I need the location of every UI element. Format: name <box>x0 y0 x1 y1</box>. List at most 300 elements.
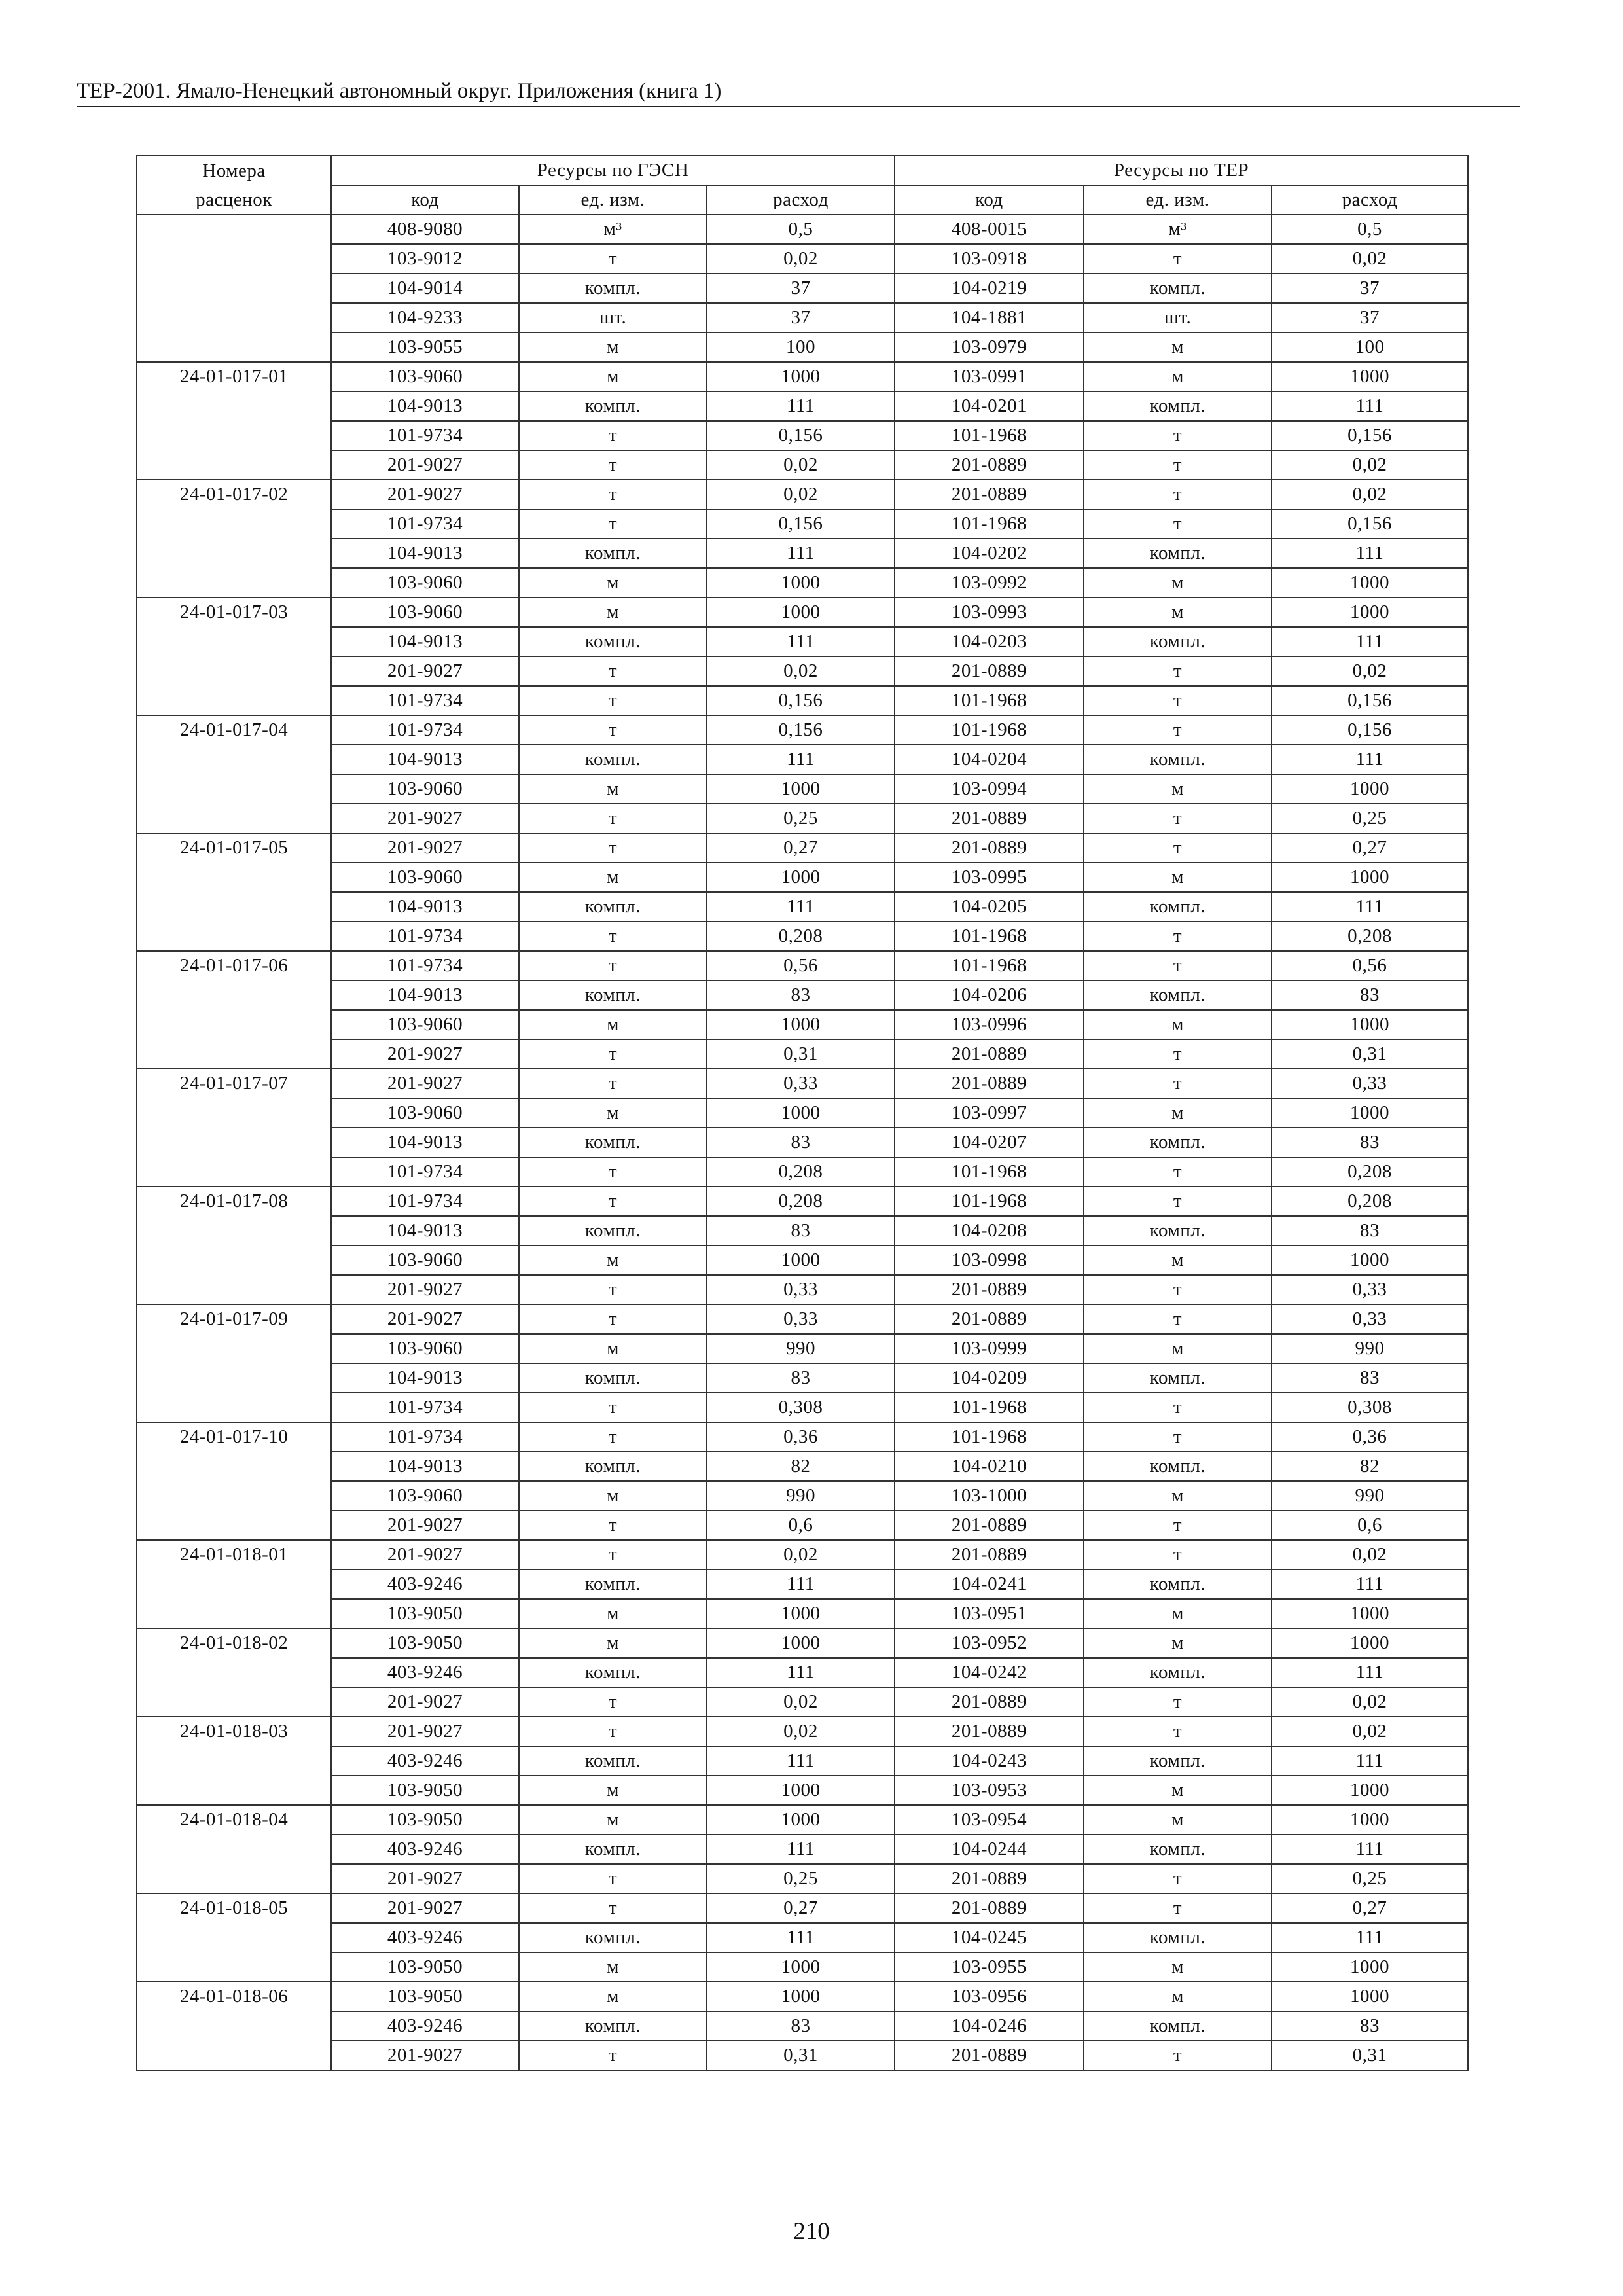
gesn-code-cell: 103-9050 <box>331 1982 519 2011</box>
gesn-unit-cell: т <box>519 1540 707 1570</box>
table-row <box>137 332 1468 362</box>
rate-number-cell: 24-01-018-04 <box>137 1805 331 1893</box>
gesn-code-cell: 201-9027 <box>331 1039 519 1069</box>
gesn-consumption-cell: 0,25 <box>707 1864 895 1893</box>
ter-code-cell: 103-0995 <box>895 863 1084 892</box>
table-row <box>137 1982 1468 2011</box>
ter-unit-cell: компл. <box>1084 745 1272 774</box>
gesn-code-cell: 103-9050 <box>331 1628 519 1658</box>
table-row <box>137 1010 1468 1039</box>
gesn-code-cell: 101-9734 <box>331 509 519 539</box>
gesn-consumption-cell: 1000 <box>707 1098 895 1128</box>
gesn-consumption-cell: 0,02 <box>707 656 895 686</box>
rate-number-cell: 24-01-017-01 <box>137 362 331 480</box>
gesn-consumption-cell: 1000 <box>707 1010 895 1039</box>
gesn-code-cell: 101-9734 <box>331 1187 519 1216</box>
ter-unit-cell: м <box>1084 1952 1272 1982</box>
table-row <box>137 833 1468 863</box>
table-row <box>137 1393 1468 1422</box>
gesn-consumption-cell: 1000 <box>707 1952 895 1982</box>
rate-number-cell: 24-01-017-08 <box>137 1187 331 1304</box>
gesn-consumption-cell: 0,156 <box>707 421 895 450</box>
gesn-consumption-cell: 1000 <box>707 1776 895 1805</box>
ter-consumption-cell: 111 <box>1272 1658 1468 1687</box>
ter-code-cell: 103-0951 <box>895 1599 1084 1628</box>
gesn-consumption-cell: 1000 <box>707 1628 895 1658</box>
ter-unit-cell: м <box>1084 1481 1272 1511</box>
gesn-consumption-cell: 111 <box>707 627 895 656</box>
rate-number-header <box>137 156 331 215</box>
rate-number-header-line2: расценок <box>196 189 272 210</box>
rate-number-cell: 24-01-017-03 <box>137 598 331 715</box>
gesn-unit-cell: т <box>519 1393 707 1422</box>
table-row <box>137 1746 1468 1776</box>
gesn-unit-cell: т <box>519 1304 707 1334</box>
ter-code-cell: 103-0998 <box>895 1246 1084 1275</box>
gesn-consumption-cell: 111 <box>707 745 895 774</box>
ter-unit-cell: компл. <box>1084 1452 1272 1481</box>
ter-unit-cell: т <box>1084 1039 1272 1069</box>
gesn-unit-cell: м <box>519 774 707 804</box>
ter-unit-cell: т <box>1084 1717 1272 1746</box>
ter-unit-cell: м <box>1084 598 1272 627</box>
gesn-code-cell: 103-9060 <box>331 1334 519 1363</box>
ter-consumption-cell: 82 <box>1272 1452 1468 1481</box>
ter-consumption-cell: 1000 <box>1272 1952 1468 1982</box>
ter-unit-cell: компл. <box>1084 1128 1272 1157</box>
gesn-code-cell: 201-9027 <box>331 833 519 863</box>
table-row <box>137 1540 1468 1570</box>
ter-unit-cell: т <box>1084 686 1272 715</box>
gesn-unit-cell: компл. <box>519 1746 707 1776</box>
ter-unit-cell: т <box>1084 1393 1272 1422</box>
gesn-consumption-cell: 1000 <box>707 863 895 892</box>
ter-consumption-cell: 0,5 <box>1272 215 1468 244</box>
ter-code-cell: 201-0889 <box>895 450 1084 480</box>
ter-consumption-cell: 0,6 <box>1272 1511 1468 1540</box>
gesn-code-cell: 403-9246 <box>331 1835 519 1864</box>
ter-consumption-cell: 111 <box>1272 745 1468 774</box>
gesn-unit-cell: м <box>519 1628 707 1658</box>
ter-consumption-cell: 0,02 <box>1272 480 1468 509</box>
rate-number-cell: 24-01-018-06 <box>137 1982 331 2070</box>
ter-code-cell: 101-1968 <box>895 1157 1084 1187</box>
table-row <box>137 1776 1468 1805</box>
table-row <box>137 391 1468 421</box>
gesn-code-cell: 201-9027 <box>331 2041 519 2070</box>
gesn-consumption-cell: 1000 <box>707 1805 895 1835</box>
ter-consumption-cell: 0,156 <box>1272 421 1468 450</box>
ter-unit-cell: компл. <box>1084 1216 1272 1246</box>
ter-code-cell: 104-0245 <box>895 1923 1084 1952</box>
gesn-unit-cell: компл. <box>519 1452 707 1481</box>
ter-consumption-cell: 0,33 <box>1272 1069 1468 1098</box>
ter-unit-cell: т <box>1084 480 1272 509</box>
ter-unit-cell: компл. <box>1084 1570 1272 1599</box>
rate-number-cell: 24-01-017-02 <box>137 480 331 598</box>
ter-consumption-cell: 0,56 <box>1272 951 1468 980</box>
ter-consumption-cell: 83 <box>1272 1128 1468 1157</box>
gesn-consumption-cell: 83 <box>707 980 895 1010</box>
gesn-unit-cell: компл. <box>519 1923 707 1952</box>
ter-unit-cell: т <box>1084 1864 1272 1893</box>
ter-code-cell: 104-0208 <box>895 1216 1084 1246</box>
gesn-unit-cell: т <box>519 1717 707 1746</box>
table-row <box>137 1216 1468 1246</box>
ter-unit-cell: компл. <box>1084 980 1272 1010</box>
ter-code-cell: 101-1968 <box>895 509 1084 539</box>
table-row <box>137 362 1468 391</box>
gesn-unit-cell: компл. <box>519 1128 707 1157</box>
ter-code-cell: 101-1968 <box>895 951 1084 980</box>
table-row <box>137 686 1468 715</box>
ter-code-cell: 104-0204 <box>895 745 1084 774</box>
gesn-code-cell: 403-9246 <box>331 2011 519 2041</box>
gesn-code-cell: 103-9055 <box>331 332 519 362</box>
ter-unit-cell: т <box>1084 951 1272 980</box>
ter-unit-cell: компл. <box>1084 391 1272 421</box>
gesn-code-cell: 104-9013 <box>331 539 519 568</box>
gesn-code-cell: 201-9027 <box>331 480 519 509</box>
table-row <box>137 1334 1468 1363</box>
gesn-unit-cell: компл. <box>519 2011 707 2041</box>
ter-resources-header: Ресурсы по ТЕР <box>895 156 1468 185</box>
gesn-code-cell: 103-9060 <box>331 774 519 804</box>
gesn-consumption-cell: 0,308 <box>707 1393 895 1422</box>
ter-code-cell: 104-0210 <box>895 1452 1084 1481</box>
gesn-unit-cell: т <box>519 1039 707 1069</box>
gesn-consumption-cell: 111 <box>707 1570 895 1599</box>
gesn-consumption-cell: 0,02 <box>707 244 895 274</box>
ter-consumption-cell: 83 <box>1272 980 1468 1010</box>
table-row <box>137 1275 1468 1304</box>
ter-code-cell: 104-0244 <box>895 1835 1084 1864</box>
ter-code-cell: 101-1968 <box>895 1187 1084 1216</box>
table-row <box>137 539 1468 568</box>
gesn-unit-cell: т <box>519 1187 707 1216</box>
table-header-row <box>137 156 1468 185</box>
gesn-unit-cell: шт. <box>519 303 707 332</box>
table-row <box>137 1893 1468 1923</box>
gesn-unit-cell: т <box>519 1069 707 1098</box>
ter-code-cell: 103-0999 <box>895 1334 1084 1363</box>
table-row <box>137 1069 1468 1098</box>
table-row <box>137 1599 1468 1628</box>
ter-consumption-cell: 1000 <box>1272 1776 1468 1805</box>
ter-consumption-cell: 111 <box>1272 391 1468 421</box>
table-row <box>137 1128 1468 1157</box>
gesn-unit-cell: м <box>519 1776 707 1805</box>
ter-code-cell: 104-0203 <box>895 627 1084 656</box>
ter-code-cell: 201-0889 <box>895 804 1084 833</box>
gesn-code-cell: 104-9013 <box>331 1452 519 1481</box>
gesn-consumption-header: расход <box>707 185 895 215</box>
table-row <box>137 1157 1468 1187</box>
ter-unit-cell: т <box>1084 2041 1272 2070</box>
ter-consumption-cell: 1000 <box>1272 1098 1468 1128</box>
rate-number-cell <box>137 215 331 362</box>
ter-unit-cell: компл. <box>1084 1746 1272 1776</box>
ter-consumption-cell: 0,31 <box>1272 2041 1468 2070</box>
rate-number-cell: 24-01-017-05 <box>137 833 331 951</box>
gesn-unit-cell: м <box>519 1098 707 1128</box>
ter-consumption-cell: 0,31 <box>1272 1039 1468 1069</box>
ter-code-cell: 101-1968 <box>895 1393 1084 1422</box>
gesn-unit-cell: компл. <box>519 1835 707 1864</box>
gesn-unit-cell: м <box>519 1805 707 1835</box>
ter-unit-cell: т <box>1084 1422 1272 1452</box>
ter-consumption-cell: 111 <box>1272 539 1468 568</box>
gesn-code-cell: 104-9013 <box>331 980 519 1010</box>
ter-code-cell: 201-0889 <box>895 833 1084 863</box>
table-row <box>137 1952 1468 1982</box>
gesn-code-cell: 403-9246 <box>331 1923 519 1952</box>
ter-code-cell: 103-0955 <box>895 1952 1084 1982</box>
gesn-consumption-cell: 0,156 <box>707 686 895 715</box>
gesn-code-cell: 103-9060 <box>331 598 519 627</box>
table-row <box>137 774 1468 804</box>
ter-consumption-cell: 0,208 <box>1272 1157 1468 1187</box>
ter-unit-cell: м <box>1084 1246 1272 1275</box>
gesn-consumption-cell: 0,31 <box>707 2041 895 2070</box>
gesn-consumption-cell: 0,31 <box>707 1039 895 1069</box>
ter-consumption-cell: 0,33 <box>1272 1304 1468 1334</box>
ter-code-cell: 103-0994 <box>895 774 1084 804</box>
gesn-consumption-cell: 111 <box>707 892 895 922</box>
gesn-unit-cell: т <box>519 951 707 980</box>
gesn-code-cell: 104-9013 <box>331 1363 519 1393</box>
ter-code-cell: 104-0242 <box>895 1658 1084 1687</box>
gesn-unit-cell: компл. <box>519 1570 707 1599</box>
ter-consumption-cell: 0,156 <box>1272 686 1468 715</box>
gesn-code-cell: 104-9013 <box>331 391 519 421</box>
ter-unit-cell: м <box>1084 568 1272 598</box>
table-row <box>137 2011 1468 2041</box>
gesn-unit-cell: т <box>519 244 707 274</box>
ter-consumption-cell: 1000 <box>1272 362 1468 391</box>
rate-number-cell: 24-01-017-07 <box>137 1069 331 1187</box>
gesn-code-cell: 104-9013 <box>331 627 519 656</box>
gesn-code-cell: 101-9734 <box>331 686 519 715</box>
gesn-code-cell: 103-9060 <box>331 1010 519 1039</box>
ter-code-cell: 101-1968 <box>895 1422 1084 1452</box>
table-row <box>137 450 1468 480</box>
table-row <box>137 1363 1468 1393</box>
ter-unit-cell: т <box>1084 715 1272 745</box>
gesn-code-cell: 101-9734 <box>331 1393 519 1422</box>
table-row <box>137 951 1468 980</box>
ter-code-cell: 101-1968 <box>895 686 1084 715</box>
gesn-code-cell: 201-9027 <box>331 1304 519 1334</box>
ter-consumption-header: расход <box>1272 185 1468 215</box>
ter-unit-cell: м³ <box>1084 215 1272 244</box>
ter-code-cell: 103-0952 <box>895 1628 1084 1658</box>
gesn-consumption-cell: 0,156 <box>707 715 895 745</box>
gesn-code-cell: 403-9246 <box>331 1570 519 1599</box>
ter-unit-cell: м <box>1084 1334 1272 1363</box>
ter-unit-cell: т <box>1084 244 1272 274</box>
gesn-code-cell: 201-9027 <box>331 1275 519 1304</box>
gesn-unit-cell: м <box>519 568 707 598</box>
ter-unit-cell: м <box>1084 1776 1272 1805</box>
ter-consumption-cell: 0,156 <box>1272 715 1468 745</box>
table-row <box>137 1864 1468 1893</box>
ter-consumption-cell: 83 <box>1272 2011 1468 2041</box>
ter-consumption-cell: 0,36 <box>1272 1422 1468 1452</box>
ter-consumption-cell: 0,02 <box>1272 1717 1468 1746</box>
rate-number-cell: 24-01-018-01 <box>137 1540 331 1628</box>
gesn-unit-cell: компл. <box>519 1363 707 1393</box>
gesn-unit-cell: м <box>519 1481 707 1511</box>
ter-code-cell: 104-0202 <box>895 539 1084 568</box>
ter-unit-cell: компл. <box>1084 1658 1272 1687</box>
gesn-unit-cell: м <box>519 863 707 892</box>
gesn-code-cell: 101-9734 <box>331 715 519 745</box>
ter-code-cell: 104-0243 <box>895 1746 1084 1776</box>
table-row <box>137 656 1468 686</box>
table-row <box>137 1628 1468 1658</box>
ter-consumption-cell: 0,02 <box>1272 244 1468 274</box>
gesn-consumption-cell: 1000 <box>707 568 895 598</box>
gesn-unit-cell: м <box>519 598 707 627</box>
gesn-unit-cell: компл. <box>519 1216 707 1246</box>
table-row <box>137 274 1468 303</box>
ter-unit-cell: т <box>1084 1540 1272 1570</box>
ter-unit-cell: т <box>1084 1893 1272 1923</box>
gesn-consumption-cell: 1000 <box>707 1982 895 2011</box>
gesn-unit-cell: компл. <box>519 980 707 1010</box>
gesn-code-cell: 201-9027 <box>331 1069 519 1098</box>
ter-consumption-cell: 0,25 <box>1272 1864 1468 1893</box>
ter-code-cell: 104-1881 <box>895 303 1084 332</box>
gesn-resources-header: Ресурсы по ГЭСН <box>331 156 895 185</box>
gesn-code-cell: 201-9027 <box>331 450 519 480</box>
table-row <box>137 715 1468 745</box>
ter-unit-cell: компл. <box>1084 1363 1272 1393</box>
ter-consumption-cell: 0,02 <box>1272 1540 1468 1570</box>
gesn-unit-cell: компл. <box>519 539 707 568</box>
ter-code-cell: 104-0246 <box>895 2011 1084 2041</box>
ter-unit-cell: м <box>1084 774 1272 804</box>
gesn-unit-cell: компл. <box>519 1658 707 1687</box>
gesn-code-cell: 104-9233 <box>331 303 519 332</box>
rate-number-cell: 24-01-017-04 <box>137 715 331 833</box>
gesn-consumption-cell: 1000 <box>707 1599 895 1628</box>
gesn-code-cell: 104-9013 <box>331 1216 519 1246</box>
ter-consumption-cell: 83 <box>1272 1363 1468 1393</box>
gesn-consumption-cell: 0,33 <box>707 1069 895 1098</box>
rate-number-cell: 24-01-017-06 <box>137 951 331 1069</box>
ter-unit-cell: т <box>1084 833 1272 863</box>
resources-table <box>136 155 1469 2071</box>
table-row <box>137 1187 1468 1216</box>
ter-consumption-cell: 990 <box>1272 1481 1468 1511</box>
ter-code-cell: 104-0206 <box>895 980 1084 1010</box>
ter-unit-cell: т <box>1084 1275 1272 1304</box>
table-row <box>137 215 1468 244</box>
ter-unit-cell: компл. <box>1084 2011 1272 2041</box>
gesn-code-cell: 101-9734 <box>331 1157 519 1187</box>
table-row <box>137 1246 1468 1275</box>
ter-unit-cell: т <box>1084 804 1272 833</box>
gesn-consumption-cell: 0,5 <box>707 215 895 244</box>
gesn-consumption-cell: 0,208 <box>707 1157 895 1187</box>
gesn-consumption-cell: 111 <box>707 1923 895 1952</box>
gesn-unit-cell: т <box>519 656 707 686</box>
ter-consumption-cell: 111 <box>1272 1923 1468 1952</box>
table-body <box>137 215 1468 2070</box>
ter-consumption-cell: 111 <box>1272 627 1468 656</box>
gesn-consumption-cell: 0,33 <box>707 1304 895 1334</box>
ter-consumption-cell: 1000 <box>1272 568 1468 598</box>
ter-unit-cell: компл. <box>1084 627 1272 656</box>
ter-code-cell: 103-0993 <box>895 598 1084 627</box>
table-row <box>137 1452 1468 1481</box>
ter-consumption-cell: 1000 <box>1272 863 1468 892</box>
ter-consumption-cell: 111 <box>1272 1570 1468 1599</box>
ter-consumption-cell: 0,27 <box>1272 833 1468 863</box>
gesn-unit-cell: м <box>519 1010 707 1039</box>
ter-code-cell: 201-0889 <box>895 480 1084 509</box>
ter-consumption-cell: 0,208 <box>1272 1187 1468 1216</box>
ter-unit-cell: т <box>1084 421 1272 450</box>
gesn-code-cell: 201-9027 <box>331 1864 519 1893</box>
table-row <box>137 1687 1468 1717</box>
ter-unit-cell: компл. <box>1084 1923 1272 1952</box>
gesn-unit-cell: т <box>519 1422 707 1452</box>
table-row <box>137 303 1468 332</box>
gesn-unit-cell: м <box>519 1599 707 1628</box>
gesn-consumption-cell: 0,6 <box>707 1511 895 1540</box>
gesn-unit-cell: т <box>519 480 707 509</box>
gesn-unit-cell: м <box>519 1246 707 1275</box>
gesn-unit-cell: м <box>519 332 707 362</box>
ter-code-cell: 201-0889 <box>895 1717 1084 1746</box>
gesn-consumption-cell: 0,156 <box>707 509 895 539</box>
gesn-code-cell: 201-9027 <box>331 656 519 686</box>
gesn-consumption-cell: 0,02 <box>707 480 895 509</box>
ter-code-cell: 101-1968 <box>895 421 1084 450</box>
ter-unit-header: ед. изм. <box>1084 185 1272 215</box>
ter-code-cell: 201-0889 <box>895 1540 1084 1570</box>
ter-code-cell: 201-0889 <box>895 2041 1084 2070</box>
gesn-code-cell: 201-9027 <box>331 804 519 833</box>
ter-unit-cell: компл. <box>1084 1835 1272 1864</box>
table-row <box>137 863 1468 892</box>
gesn-consumption-cell: 0,02 <box>707 1540 895 1570</box>
ter-code-cell: 201-0889 <box>895 1864 1084 1893</box>
gesn-code-cell: 101-9734 <box>331 1422 519 1452</box>
table-row <box>137 1923 1468 1952</box>
table-row <box>137 1039 1468 1069</box>
ter-consumption-cell: 37 <box>1272 303 1468 332</box>
gesn-unit-cell: м <box>519 1952 707 1982</box>
ter-unit-cell: т <box>1084 1069 1272 1098</box>
ter-consumption-cell: 1000 <box>1272 1246 1468 1275</box>
ter-consumption-cell: 0,02 <box>1272 656 1468 686</box>
table-row <box>137 1481 1468 1511</box>
gesn-code-cell: 104-9013 <box>331 892 519 922</box>
table-subheader-row <box>137 185 1468 215</box>
table-row <box>137 1422 1468 1452</box>
table-row <box>137 980 1468 1010</box>
table-row <box>137 421 1468 450</box>
ter-consumption-cell: 1000 <box>1272 1805 1468 1835</box>
ter-consumption-cell: 1000 <box>1272 598 1468 627</box>
gesn-code-cell: 103-9060 <box>331 362 519 391</box>
gesn-consumption-cell: 111 <box>707 391 895 421</box>
gesn-consumption-cell: 83 <box>707 2011 895 2041</box>
